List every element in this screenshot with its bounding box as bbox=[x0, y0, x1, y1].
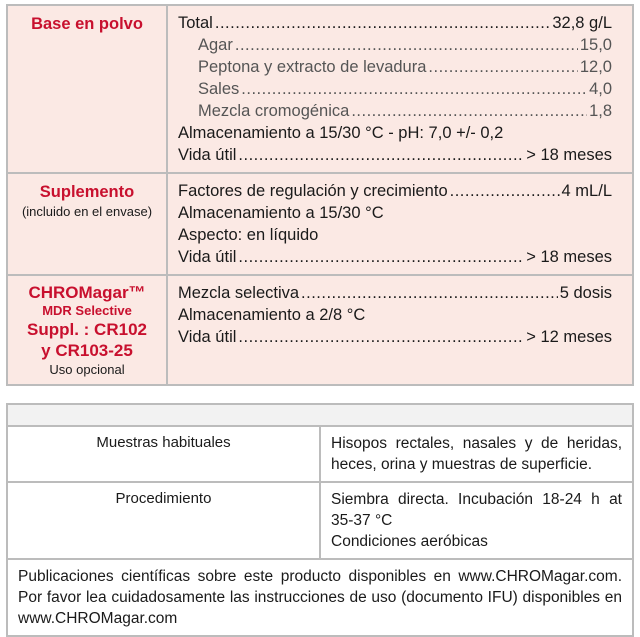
base-label: Base en polvo bbox=[31, 15, 143, 33]
usage-header-row bbox=[7, 404, 633, 426]
selective-label-cell bbox=[7, 275, 167, 385]
procedure-values bbox=[320, 482, 633, 559]
supplement-label: Suplemento bbox=[39, 183, 135, 201]
procedure-label: Procedimiento bbox=[7, 482, 320, 559]
base-total-value: 32,8 g/L bbox=[552, 14, 612, 32]
component-line: Agar ..... 15,0 bbox=[178, 34, 612, 56]
composition-table bbox=[6, 4, 634, 386]
procedure-line-1: Siembra directa. Incubación 18-24 h at 35-37 °C bbox=[331, 491, 622, 529]
supplement-factors-line: Factores de regulación y crecimiento ..... 4 mL/L bbox=[178, 180, 612, 202]
selective-name: MDR Selective bbox=[42, 303, 132, 318]
base-shelf-line: Vida útil ..... > 18 meses bbox=[178, 144, 612, 166]
samples-label: Muestras habituales bbox=[7, 426, 320, 482]
selective-code-1: Suppl. : CR102 bbox=[27, 320, 147, 339]
supplement-shelf-line: Vida útil ..... > 18 meses bbox=[178, 246, 612, 268]
component-line: Mezcla cromogénica ..... 1,8 bbox=[178, 100, 612, 122]
component-line: Sales ..... 4,0 bbox=[178, 78, 612, 100]
base-values bbox=[167, 5, 633, 173]
selective-mix-line: Mezcla selectiva ..... 5 dosis bbox=[178, 282, 612, 304]
selective-note: Uso opcional bbox=[49, 362, 125, 377]
selective-shelf-line: Vida útil ..... > 12 meses bbox=[178, 326, 612, 348]
base-total-line bbox=[178, 12, 612, 34]
samples-value: Hisopos rectales, nasales y de heridas, heces, orina y muestras de superficie. bbox=[320, 426, 633, 482]
procedure-row bbox=[7, 482, 633, 559]
samples-row bbox=[7, 426, 633, 482]
supplement-label-cell bbox=[7, 173, 167, 275]
supplement-row bbox=[7, 173, 633, 275]
supplement-aspect: Aspecto: en líquido bbox=[178, 226, 319, 244]
supplement-storage: Almacenamiento a 15/30 °C bbox=[178, 204, 384, 222]
selective-code-2: y CR103-25 bbox=[41, 341, 133, 360]
supplement-note: (incluido en el envase) bbox=[21, 204, 153, 219]
base-row bbox=[7, 5, 633, 173]
procedure-line-2: Condiciones aeróbicas bbox=[331, 533, 488, 550]
base-label-cell bbox=[7, 5, 167, 173]
footer-row bbox=[7, 559, 633, 636]
supplement-values bbox=[167, 173, 633, 275]
base-storage: Almacenamiento a 15/30 °C - pH: 7,0 +/- 0,2 bbox=[178, 124, 504, 142]
publications-note: Publicaciones científicas sobre este producto disponibles en www.CHROMagar.com. Por favor lea cuidadosamente las instrucciones de uso (documento IFU) disponibles en www.CHROMagar.com bbox=[7, 559, 633, 636]
selective-brand: CHROMagar™ bbox=[28, 283, 146, 302]
component-line: Peptona y extracto de levadura ..... 12,0 bbox=[178, 56, 612, 78]
usage-table bbox=[6, 403, 634, 637]
base-total-key: Total bbox=[178, 14, 213, 32]
usage-header-bar bbox=[7, 404, 633, 426]
selective-storage: Almacenamiento a 2/8 °C bbox=[178, 306, 366, 324]
selective-values bbox=[167, 275, 633, 385]
selective-row bbox=[7, 275, 633, 385]
